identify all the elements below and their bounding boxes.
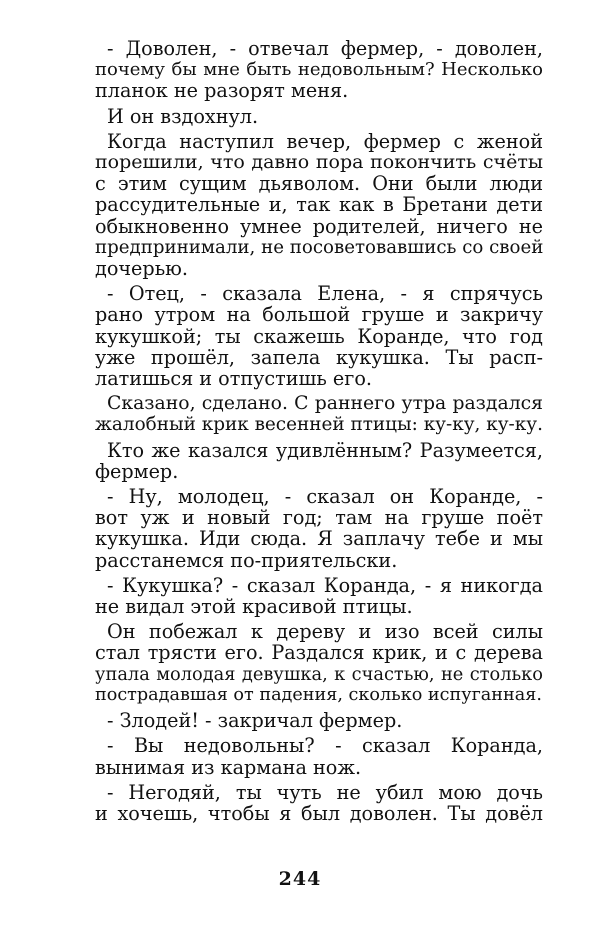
- paragraph: [83, 621, 543, 706]
- text-line: кукушка. Иди сюда. Я заплачу тебе и мы: [95, 527, 543, 551]
- text-line: вот уж и новый год; там на груше поёт: [95, 506, 543, 530]
- text-line: - Вы недовольны? - сказал Коранда,: [107, 734, 543, 758]
- text-line: фермер.: [95, 459, 179, 483]
- paragraph: [83, 440, 543, 482]
- text-line: Когда наступил вечер, фермер с женой: [107, 129, 543, 153]
- text-line: уже прошёл, запела кукушка. Ты расп-: [95, 345, 543, 369]
- text-line: И он вздохнул.: [107, 104, 259, 128]
- text-line: - Ну, молодец, - сказал он Коранде, -: [107, 485, 543, 509]
- text-line: и хочешь, чтобы я был доволен. Ты довёл: [95, 801, 543, 825]
- text-line: Сказано, сделано. С раннего утра раздался: [107, 393, 543, 415]
- paragraph: [83, 38, 543, 102]
- text-line: предпринимали, не посоветовавшись со своей: [95, 236, 544, 258]
- text-line: вынимая из кармана нож.: [95, 755, 362, 779]
- text-line: - Кукушка? - сказал Коранда, - я никогда: [107, 573, 543, 597]
- paragraph: [83, 486, 543, 571]
- text-line: упала молодая девушка, к счастью, не столько: [95, 663, 543, 685]
- paragraph: [83, 782, 543, 824]
- paragraph: [83, 393, 543, 435]
- paragraph: [83, 710, 543, 731]
- page-body-text: [83, 38, 543, 824]
- text-line: с этим сущим дьяволом. Они были люди: [95, 172, 543, 196]
- text-line: Он побежал к дереву и изо всей силы: [107, 620, 543, 644]
- paragraph: [83, 131, 543, 279]
- text-line: кукушкой; ты скажешь Коранде, что год: [95, 324, 543, 348]
- text-line: - Злодей! - закричал фермер.: [107, 709, 403, 733]
- text-line: - Отец, - сказала Елена, - я спрячусь: [107, 282, 543, 306]
- text-line: - Доволен, - отвечал фермер, - доволен,: [107, 37, 543, 60]
- text-line: обыкновенно умнее родителей, ничего не: [95, 214, 543, 238]
- text-line: не видал этой красивой птицы.: [95, 595, 413, 619]
- text-line: стал трясти его. Раздался крик, и с дерева: [95, 641, 543, 665]
- text-line: Кто же казался удивлённым? Разумеется,: [107, 438, 543, 462]
- text-line: рассудительные и, так как в Бретани дети: [95, 193, 543, 217]
- paragraph: [83, 283, 543, 389]
- text-line: рано утром на большой груше и закричу: [95, 303, 543, 327]
- text-line: почему бы мне быть недовольным? Несколько: [95, 59, 543, 81]
- paragraph: [83, 735, 543, 777]
- paragraph: [83, 575, 543, 617]
- page-number: 244: [278, 868, 322, 890]
- text-line: латишься и отпустишь его.: [95, 367, 372, 391]
- text-line: планок не разорят меня.: [95, 79, 349, 103]
- text-line: жалобный крик весенней птицы: ку-ку, ку-ку.: [95, 414, 543, 436]
- text-line: пострадавшая от падения, сколько испуганная.: [95, 684, 542, 705]
- paragraph: [83, 106, 543, 127]
- text-line: дочерью.: [95, 257, 188, 281]
- text-line: - Негодяй, ты чуть не убил мою дочь: [107, 780, 543, 804]
- text-line: порешили, что давно пора покончить счёты: [95, 151, 543, 174]
- text-line: расстанемся по-приятельски.: [95, 548, 398, 572]
